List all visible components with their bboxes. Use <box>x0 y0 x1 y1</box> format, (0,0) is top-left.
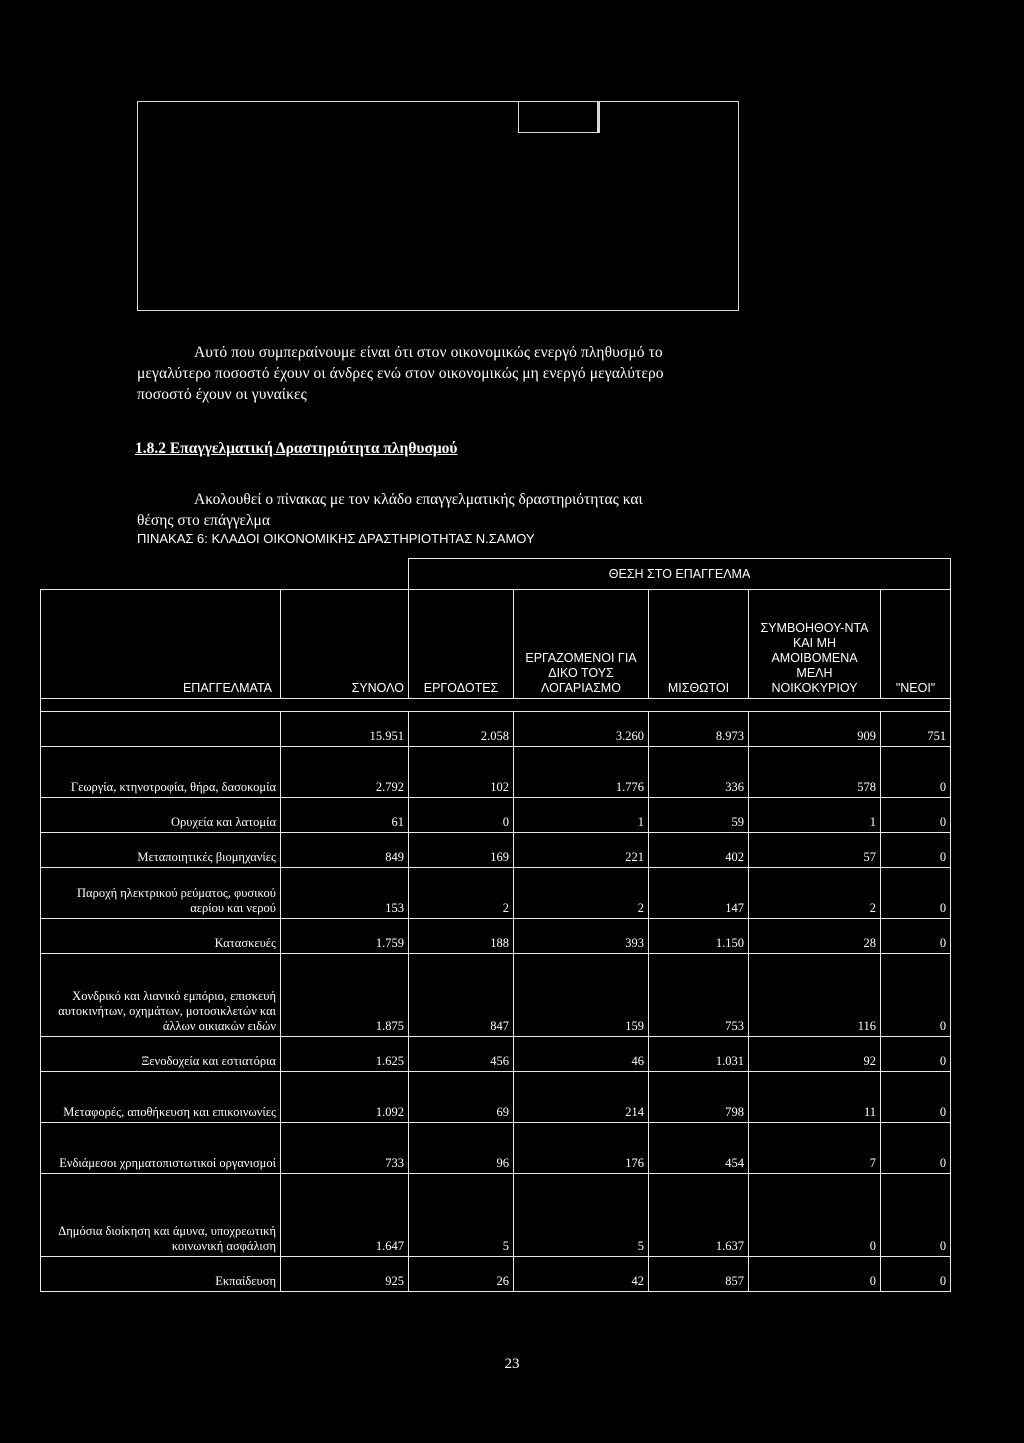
header-gap <box>41 699 951 712</box>
occupation-table <box>40 558 951 1292</box>
table-row <box>41 747 951 798</box>
cell-total: 733 <box>281 1123 409 1174</box>
table-row <box>41 954 951 1037</box>
cell-salaried: 1.031 <box>649 1037 749 1072</box>
cell-new: 0 <box>881 833 951 868</box>
cell-new: 0 <box>881 1257 951 1292</box>
cell-new: 0 <box>881 1037 951 1072</box>
cell-employers: 5 <box>409 1174 514 1257</box>
table-row <box>41 1072 951 1123</box>
header-occupations: ΕΠΑΓΓΕΛΜΑΤΑ <box>41 590 281 699</box>
intro-line-3: ποσοστό έχουν οι γυναίκες <box>137 386 307 403</box>
table-caption: ΠΙΝΑΚΑΣ 6: ΚΛΑΔΟΙ ΟΙΚΟΝΟΜΙΚΗΣ ΔΡΑΣΤΗΡΙΟΤΗΤΑΣ Ν.ΣΑΜΟΥ <box>137 531 535 546</box>
cell-salaried: 798 <box>649 1072 749 1123</box>
cell-employers: 69 <box>409 1072 514 1123</box>
intro-line-1: Αυτό που συμπεραίνουμε είναι ότι στον οικονομικώς ενεργό πληθυσμό το <box>194 344 663 361</box>
cell-new: 0 <box>881 747 951 798</box>
cell-helping: 11 <box>749 1072 881 1123</box>
cell-new: 0 <box>881 1123 951 1174</box>
cell-helping: 116 <box>749 954 881 1037</box>
cell-salaried: 147 <box>649 868 749 919</box>
row-label: Ξενοδοχεία και εστιατόρια <box>41 1037 281 1072</box>
cell-employers: 0 <box>409 798 514 833</box>
cell-self-employed: 159 <box>514 954 649 1037</box>
intro-paragraph <box>137 342 857 405</box>
table-group-header-row <box>41 559 951 590</box>
cell-self-employed: 3.260 <box>514 712 649 747</box>
cell-new: 0 <box>881 1072 951 1123</box>
cell-total: 2.792 <box>281 747 409 798</box>
header-new: "ΝΕΟΙ" <box>881 590 951 699</box>
cell-self-employed: 221 <box>514 833 649 868</box>
row-label: Εκπαίδευση <box>41 1257 281 1292</box>
row-label: Μεταφορές, αποθήκευση και επικοινωνίες <box>41 1072 281 1123</box>
cell-salaried: 8.973 <box>649 712 749 747</box>
row-label: Γεωργία, κτηνοτροφία, θήρα, δασοκομία <box>41 747 281 798</box>
cell-new: 0 <box>881 798 951 833</box>
cell-self-employed: 393 <box>514 919 649 954</box>
cell-employers: 188 <box>409 919 514 954</box>
table-row <box>41 868 951 919</box>
row-label: Ενδιάμεσοι χρηματοπιστωτικοί οργανισμοί <box>41 1123 281 1174</box>
cell-employers: 2 <box>409 868 514 919</box>
cell-self-employed: 2 <box>514 868 649 919</box>
cell-helping: 57 <box>749 833 881 868</box>
header-employers: ΕΡΓΟΔΟΤΕΣ <box>409 590 514 699</box>
intro-line-2: μεγαλύτερο ποσοστό έχουν οι άνδρες ενώ στον οικονομικώς μη ενεργό μεγαλύτερο <box>137 365 664 382</box>
cell-total: 925 <box>281 1257 409 1292</box>
cell-helping: 0 <box>749 1257 881 1292</box>
row-label <box>41 712 281 747</box>
gap-cell <box>41 699 951 712</box>
figure-frame <box>137 101 739 311</box>
cell-self-employed: 1.776 <box>514 747 649 798</box>
cell-total: 15.951 <box>281 712 409 747</box>
header-self-employed: ΕΡΓΑΖΟΜΕΝΟΙ ΓΙΑ ΔΙΚΟ ΤΟΥΣ ΛΟΓΑΡΙΑΣΜΟ <box>514 590 649 699</box>
cell-helping: 1 <box>749 798 881 833</box>
cell-salaried: 402 <box>649 833 749 868</box>
cell-new: 0 <box>881 868 951 919</box>
table-row <box>41 1123 951 1174</box>
cell-new: 0 <box>881 919 951 954</box>
cell-employers: 456 <box>409 1037 514 1072</box>
figure-inner-box <box>518 101 600 133</box>
cell-employers: 96 <box>409 1123 514 1174</box>
row-label: Μεταποιητικές βιομηχανίες <box>41 833 281 868</box>
cell-self-employed: 46 <box>514 1037 649 1072</box>
table-header-row <box>41 590 951 699</box>
group-header: ΘΕΣΗ ΣΤΟ ΕΠΑΓΓΕΛΜΑ <box>409 559 951 590</box>
cell-salaried: 1.637 <box>649 1174 749 1257</box>
section-intro-line-1: Ακολουθεί ο πίνακας με τον κλάδο επαγγελματικής δραστηριότητας και <box>194 491 643 508</box>
cell-self-employed: 1 <box>514 798 649 833</box>
cell-self-employed: 176 <box>514 1123 649 1174</box>
cell-helping: 0 <box>749 1174 881 1257</box>
table-row <box>41 798 951 833</box>
cell-total: 1.759 <box>281 919 409 954</box>
table-row <box>41 833 951 868</box>
cell-salaried: 336 <box>649 747 749 798</box>
cell-helping: 28 <box>749 919 881 954</box>
cell-helping: 7 <box>749 1123 881 1174</box>
cell-total: 153 <box>281 868 409 919</box>
cell-salaried: 1.150 <box>649 919 749 954</box>
row-label: Δημόσια διοίκηση και άμυνα, υποχρεωτική κοινωνική ασφάλιση <box>41 1174 281 1257</box>
header-salaried: ΜΙΣΘΩΤΟΙ <box>649 590 749 699</box>
cell-employers: 26 <box>409 1257 514 1292</box>
cell-salaried: 857 <box>649 1257 749 1292</box>
cell-self-employed: 214 <box>514 1072 649 1123</box>
table-row <box>41 1037 951 1072</box>
table-row <box>41 712 951 747</box>
cell-total: 1.092 <box>281 1072 409 1123</box>
cell-total: 1.875 <box>281 954 409 1037</box>
row-label: Χονδρικό και λιανικό εμπόριο, επισκευή αυτοκινήτων, οχημάτων, μοτοσικλετών και άλλων οικιακών ειδών <box>41 954 281 1037</box>
cell-total: 1.625 <box>281 1037 409 1072</box>
row-label: Παροχή ηλεκτρικού ρεύματος, φυσικού αερίου και νερού <box>41 868 281 919</box>
cell-total: 1.647 <box>281 1174 409 1257</box>
cell-total: 61 <box>281 798 409 833</box>
cell-employers: 169 <box>409 833 514 868</box>
section-heading: 1.8.2 Επαγγελματική Δραστηριότητα πληθυσμού <box>135 440 458 457</box>
row-label: Κατασκευές <box>41 919 281 954</box>
cell-helping: 92 <box>749 1037 881 1072</box>
cell-employers: 102 <box>409 747 514 798</box>
table-row <box>41 1257 951 1292</box>
section-intro-line-2: θέσης στο επάγγελμα <box>137 512 270 529</box>
header-spacer <box>41 559 409 590</box>
cell-helping: 909 <box>749 712 881 747</box>
cell-employers: 2.058 <box>409 712 514 747</box>
table-row <box>41 919 951 954</box>
cell-salaried: 753 <box>649 954 749 1037</box>
table-row <box>41 1174 951 1257</box>
cell-self-employed: 42 <box>514 1257 649 1292</box>
cell-self-employed: 5 <box>514 1174 649 1257</box>
cell-salaried: 454 <box>649 1123 749 1174</box>
cell-new: 0 <box>881 954 951 1037</box>
header-helping-members: ΣΥΜΒΟΗΘΟΥ-ΝΤΑ ΚΑΙ ΜΗ ΑΜΟΙΒΟΜΕΝΑ ΜΕΛΗ ΝΟΙΚΟΚΥΡΙΟΥ <box>749 590 881 699</box>
cell-employers: 847 <box>409 954 514 1037</box>
section-intro <box>137 489 857 531</box>
cell-salaried: 59 <box>649 798 749 833</box>
cell-helping: 578 <box>749 747 881 798</box>
header-total: ΣΥΝΟΛΟ <box>281 590 409 699</box>
cell-helping: 2 <box>749 868 881 919</box>
cell-total: 849 <box>281 833 409 868</box>
row-label: Ορυχεία και λατομία <box>41 798 281 833</box>
cell-new: 0 <box>881 1174 951 1257</box>
cell-new: 751 <box>881 712 951 747</box>
page-number: 23 <box>504 1356 520 1372</box>
